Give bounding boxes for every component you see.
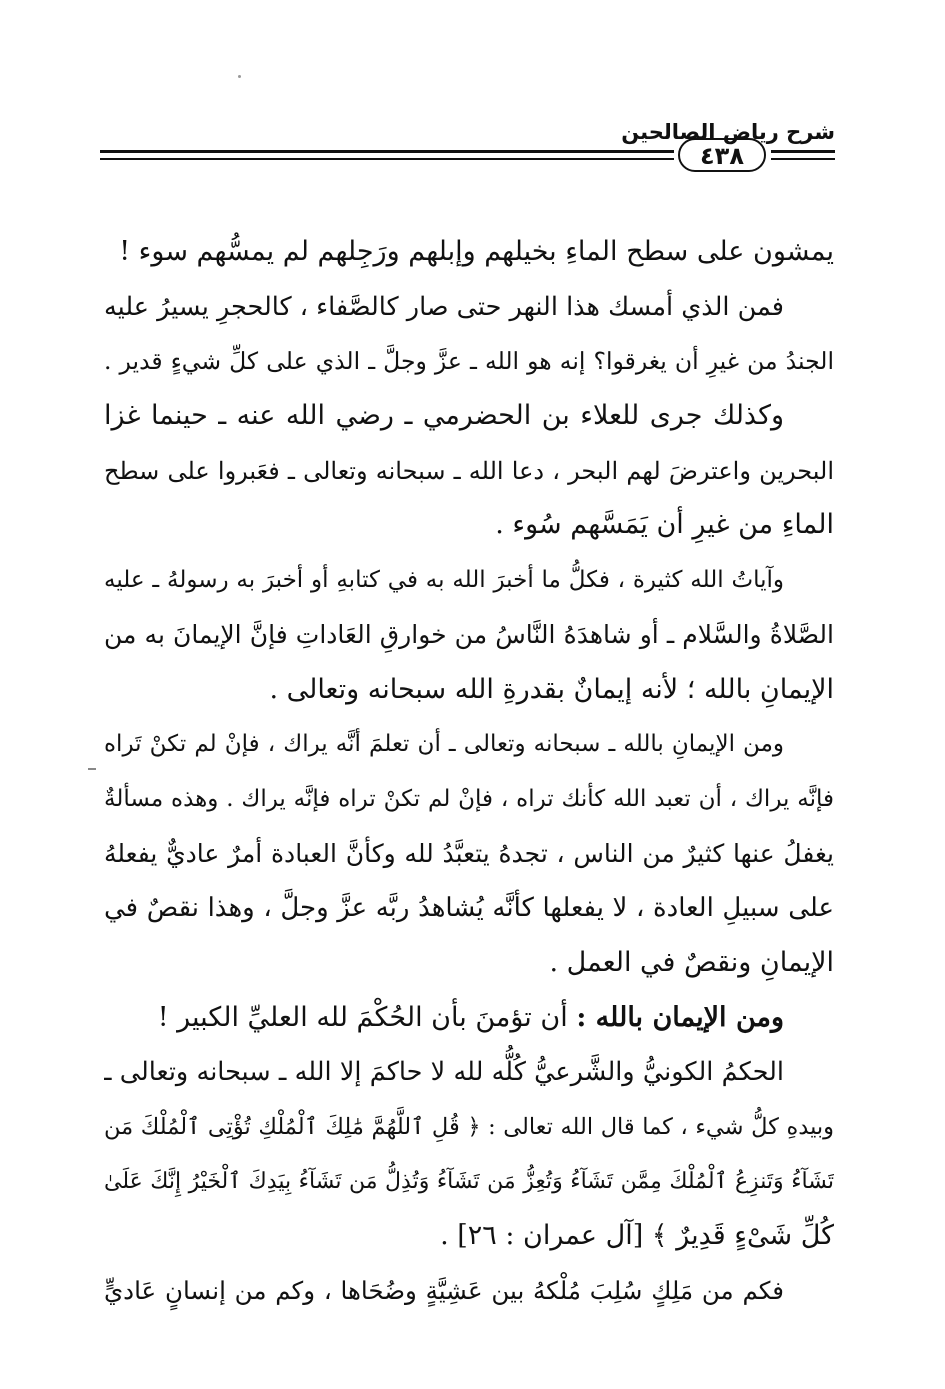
text-line: يمشون على سطح الماءِ بخيلهم وإبلهم ورَجِلهم لم يمسُّهم سوء !	[119, 236, 834, 267]
text-line	[104, 991, 834, 1046]
bold-lead: ومن الإيمان بالله :	[576, 1001, 784, 1033]
header-rule	[100, 150, 674, 153]
text-line: فمن الذي أمسك هذا النهر حتى صار كالصَّفاء ، كالحجرِ يسيرُ عليه	[104, 291, 784, 322]
text-line: وبيدهِ كلُّ شيء ، كما قال الله تعالى : ﴿ قُلِ ٱللَّهُمَّ مَٰلِكَ ٱلْمُلْكِ تُؤْتِى ٱلْمُلْكَ مَن	[104, 1114, 834, 1140]
body-text	[104, 225, 834, 1319]
text-line: الصَّلاةُ والسَّلام ـ أو شاهدَهُ النَّاسُ من خوارقِ العَاداتِ فإنَّ الإيمانَ به من	[104, 619, 834, 649]
text-line: يغفلُ عنها كثيرٌ من الناس ، تجدهُ يتعبَّدُ لله وكأنَّ العبادة أمرٌ عاديٌّ يفعلهُ	[104, 838, 834, 868]
text-line: الجندُ من غيرِ أن يغرقوا؟ إنه هو الله ـ عزَّ وجلَّ ـ الذي على كلِّ شيءٍ قدير .	[104, 347, 834, 376]
text-line: الحكمُ الكونيُّ والشَّرعيُّ كُلُّه لله لا حاكمَ إلا الله ـ سبحانه وتعالى ـ	[104, 1057, 784, 1088]
text-line: وكذلك جرى للعلاء بن الحضرمي ـ رضي الله عنه ـ حينما غزا	[104, 400, 784, 432]
header-rule	[100, 158, 674, 160]
text-fragment: أن تؤمنَ بأن الحُكْمَ لله العليِّ الكبير !	[157, 1001, 568, 1033]
text-line: على سبيلِ العادة ، لا يفعلها كأنَّه يُشاهدُ ربَّه عزَّ وجلَّ ، وهذا نقصٌ في	[104, 893, 834, 924]
text-line: الماءِ من غيرِ أن يَمَسَّهم سُوء .	[495, 509, 834, 541]
text-line: ومن الإيمانِ بالله ـ سبحانه وتعالى ـ أن تعلمَ أنَّه يراك ، فإنْ لم تكنْ تَراه	[104, 731, 784, 758]
text-line: فكم من مَلِكٍ سُلِبَ مُلْكهُ بين عَشِيَّةٍ وضُحَاها ، وكم من إنسانٍ عَاديٍّ	[104, 1276, 784, 1306]
text-line: تَشَآءُ وَتَنزِعُ ٱلْمُلْكَ مِمَّن تَشَآءُ وَتُعِزُّ مَن تَشَآءُ وَتُذِلُّ مَن تَشَآءُ بِيَدِكَ ٱلْخَيْرُ إِنَّكَ عَلَىٰ	[104, 1168, 834, 1194]
page-number: ٤٣٨	[678, 138, 766, 172]
header-rule	[771, 158, 835, 160]
text-line: الإيمانِ ونقصٌ في العمل .	[549, 946, 834, 978]
text-line: الإيمانِ بالله ؛ لأنه إيمانٌ بقدرةِ الله سبحانه وتعالى .	[269, 673, 834, 705]
running-title: شرح رياض الصالحين	[621, 120, 835, 144]
scan-speck	[88, 768, 96, 770]
text-line: البحرين واعترضَ لهم البحر ، دعا الله ـ سبحانه وتعالى ـ فعَبروا على سطح	[104, 456, 834, 485]
text-line: فإنَّه يراك ، أن تعبد الله كأنك تراه ، فإنْ لم تكنْ تراه فإنَّه يراك . وهذه مسألةٌ	[104, 785, 834, 812]
text-line: وآياتُ الله كثيرة ، فكلُّ ما أخبرَ الله به في كتابهِ أو أخبرَ به رسولهُ ـ عليه	[104, 567, 784, 594]
text-line: كُلِّ شَىْءٍ قَدِيرٌ ﴾ [آل عمران : ٢٦] .	[440, 1220, 834, 1252]
scan-speck	[238, 75, 241, 78]
page-header	[100, 112, 835, 182]
header-rule	[771, 150, 835, 153]
